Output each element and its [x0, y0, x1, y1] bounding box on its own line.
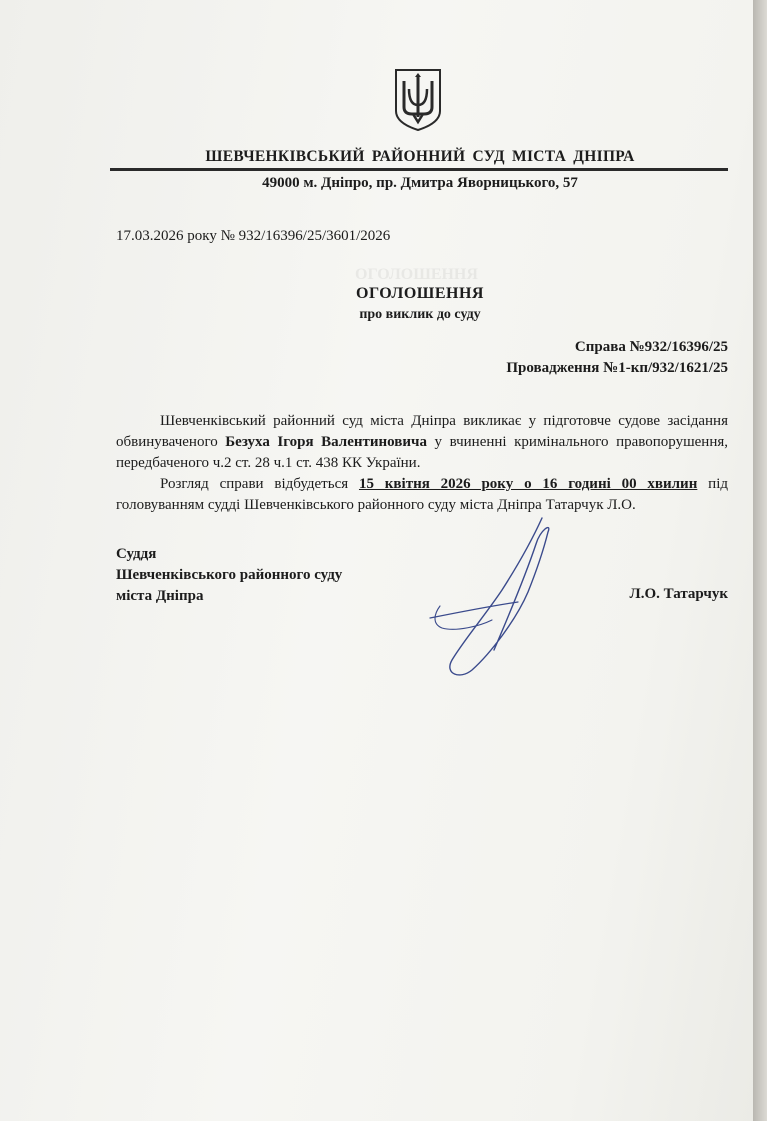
judge-title-line2: Шевченківського районного суду	[116, 567, 343, 583]
document-title: ОГОЛОШЕННЯ	[356, 285, 484, 302]
summons-text-start: Шевченківський районний суд міста Дніпра викликає у підготовче судове засідання обвинуваченого	[116, 413, 728, 450]
defendant-name: Безуха Ігоря Валентиновича	[225, 434, 428, 450]
bleed-through-text: ОГОЛОШЕННЯ	[355, 266, 478, 283]
judge-title-line1: Суддя	[116, 546, 157, 562]
case-number: Справа №932/16396/25	[574, 339, 728, 355]
trident-coat-of-arms-icon	[393, 67, 443, 133]
header-rule	[110, 168, 728, 171]
judge-title-block	[116, 544, 342, 607]
outgoing-number: 17.03.2026 року № 932/16396/25/3601/2026	[116, 228, 391, 244]
summons-text-end: у вчиненні кримінального правопорушення, передбаченого ч.2 ст. 28 ч.1 ст. 438 КК України.	[116, 434, 728, 471]
document-subtitle: про виклик до суду	[359, 307, 481, 322]
hearing-datetime: 15 квітня 2026 року о 16 годині 00 хвилин	[358, 476, 698, 492]
judge-title-line3: міста Дніпра	[116, 588, 204, 604]
hearing-text-end: під головуванням судді Шевченківського районного суду міста Дніпра Татарчук Л.О.	[116, 476, 728, 513]
judge-name: Л.О. Татарчук	[629, 586, 728, 602]
court-name: ШЕВЧЕНКІВСЬКИЙ РАЙОННИЙ СУД МІСТА ДНІПРА	[205, 148, 635, 165]
proceeding-number: Провадження №1-кп/932/1621/25	[506, 360, 728, 376]
court-address: 49000 м. Дніпро, пр. Дмитра Яворницького, 57	[262, 175, 578, 191]
handwritten-signature	[420, 510, 580, 685]
page-edge-shadow	[753, 0, 767, 1121]
hearing-text-start: Розгляд справи відбудеться	[160, 476, 359, 492]
paragraph-summons	[116, 411, 728, 474]
announcement-body	[116, 411, 728, 516]
